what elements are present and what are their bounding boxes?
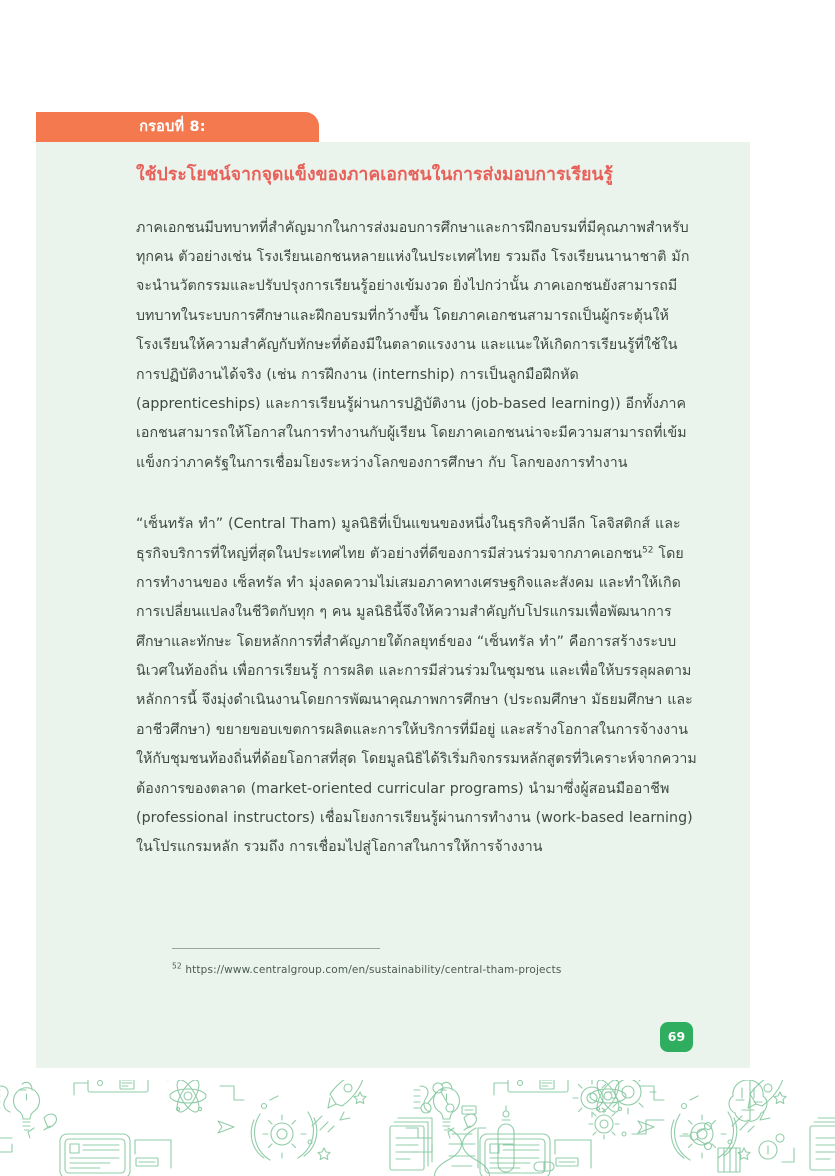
footnote-entry: [172, 963, 712, 979]
footnote-marker: 52: [172, 961, 182, 971]
page-number: 69: [667, 1028, 686, 1044]
page-number-badge: [660, 1022, 693, 1052]
paragraph-spacer: [136, 500, 698, 510]
box-paragraph-1: ภาคเอกชนมีบทบาทที่สำคัญมากในการส่งมอบการศึกษาและการฝึกอบรมที่มีคุณภาพสำหรับทุกคน ตัวอย่างเช่น โรงเรียนเอกชนหลายแห่งในประเทศไทย รวมถึง โรงเรียนนานาชาติ มักจะนำนวัตกรรมและปรับปรุงการเรียนรู้อย่างเข้มงวด ยิ่งไปกว่านั้น ภาคเอกชนยังสามารถมีบทบาทในระบบการศึกษาและฝึกอบรมที่กว้างขึ้น โดยภาคเอกชนสามารถเป็นผู้กระตุ้นให้โรงเรียนให้ความสำคัญกับทักษะที่ต้องมีในตลาดแรงงาน และแนะให้เกิดการเรียนรู้ที่ใช้ในการปฏิบัติงานได้จริง (เช่น การฝึกงาน (internship) การเป็นลูกมือฝึกหัด (apprenticeships) และการเรียนรู้ผ่านการปฏิบัติงาน (job-based learning)) อีกทั้งภาคเอกชนสามารถให้โอกาสในการทำงานกับผู้เรียน โดยภาคเอกชนน่าจะมีความสามารถที่เข้มแข็งกว่าภาครัฐในการเชื่อมโยงระหว่างโลกของการศึกษา กับ โลกของการทำงาน: [136, 219, 690, 471]
footnote-reference-52[interactable]: 52: [642, 544, 654, 555]
footnote-divider: [172, 948, 380, 949]
box-paragraph-2-part1: “เซ็นทรัล ทำ” (Central Tham) มูลนิธิที่เป็นแขนของหนึ่งในธุรกิจค้าปลีก โลจิสติกส์ และธุรกิจบริการที่ใหญ่ที่สุดในประเทศไทย ตัวอย่างที่ดีของการมีส่วนร่วมจากภาคเอกชน: [136, 516, 681, 562]
box-title: ใช้ประโยชน์จากจุดแข็งของภาคเอกชนในการส่งมอบการเรียนรู้: [136, 165, 614, 185]
box-tab-header: [36, 112, 319, 142]
box-content-panel: [36, 142, 750, 1068]
box-paragraph-2: [136, 510, 698, 863]
box-tab-label: กรอบที่ 8:: [139, 118, 206, 135]
footer-decoration-pattern: [0, 1080, 835, 1176]
science-icons-pattern: [0, 1080, 835, 1176]
box-paragraph-2-part2: โดยการทำงานของ เซ็ลทรัล ทำ มุ่งลดความไม่เสมอภาคทางเศรษฐกิจและสังคม และทำให้เกิดการเปลี่ยนแปลงในชีวิตกับทุก ๆ คน มูลนิธินี้จึงให้ความสำคัญกับโปรแกรมเพื่อพัฒนาการศึกษาและทักษะ โดยหลักการที่สำคัญภายใต้กลยุทธ์ของ “เซ็นทรัล ทำ” คือการสร้างระบบนิเวศในท้องถิ่น เพื่อการเรียนรู้ การผลิต และการมีส่วนร่วมในชุมชน และเพื่อให้บรรลุผลตามหลักการนี้ จึงมุ่งดำเนินงานโดยการพัฒนาคุณภาพการศึกษา (ประถมศึกษา มัธยมศึกษา และอาชีวศึกษา) ขยายขอบเขตการผลิตและการให้บริการที่มีอยู่ และสร้างโอกาสในการจ้างงานให้กับชุมชนท้องถิ่นที่ด้อยโอกาสที่สุด โดยมูลนิธิได้ริเริ่มกิจกรรมหลักสูตรที่วิเคราะห์จากความต้องการของตลาด (market-oriented curricular programs) นำมาซึ่งผู้สอนมืออาชีพ (professional instructors) เชื่อมโยงการเรียนรู้ผ่านการทำงาน (work-based learning) ในโปรแกรมหลัก รวมถึง การเชื่อมไปสู่โอกาสในการให้การจ้างงาน: [136, 545, 697, 856]
footnote-url[interactable]: https://www.centralgroup.com/en/sustainability/central-tham-projects: [185, 964, 562, 976]
footnote-area: [172, 948, 712, 979]
